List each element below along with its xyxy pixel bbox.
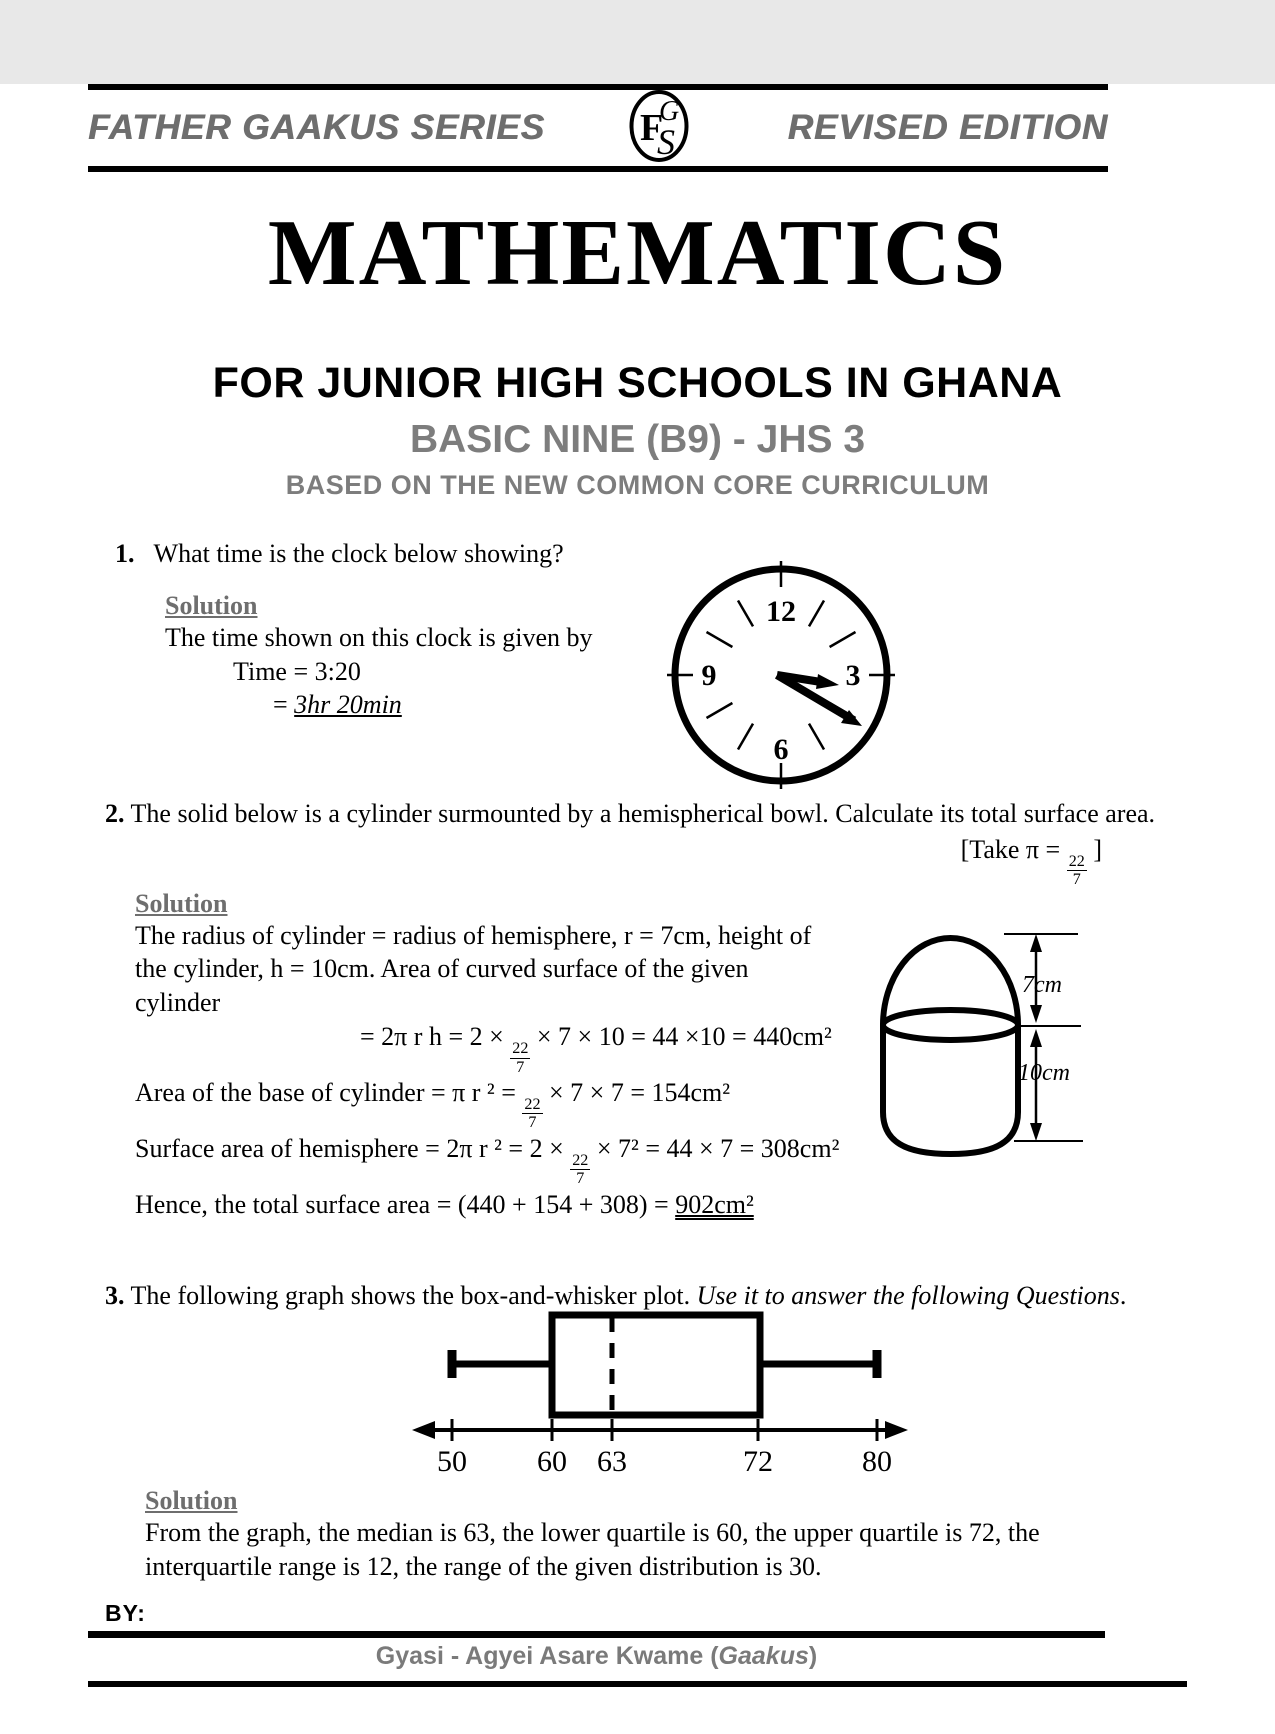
edition-title: REVISED EDITION [787,108,1108,147]
boxplot-figure [410,1307,1187,1484]
cylinder-body [883,1025,1018,1154]
tick-label-q3: 72 [743,1445,773,1479]
logo-letter-s: S [656,121,675,162]
q2-total-area-equation: Hence, the total surface area = (440 + 154 + 308) = 902cm² [135,1189,754,1219]
question-2-section [88,797,1187,1221]
fraction-22-7: $\frac{22}{7}$ [524,1095,541,1132]
q2-solution-label: Solution [135,888,228,918]
author-alias: Gaakus [718,1641,809,1670]
clock-number-6: 6 [773,733,789,766]
q2-final-answer: 902cm² [675,1189,754,1219]
subtitle-level: BASIC NINE (B9) - JHS 3 [409,418,866,461]
question-2-text: 2. The solid below is a cylinder surmounted by a hemispherical bowl. Calculate its total surface area. [105,799,1156,828]
pi-fraction: $\frac{22}{7}$ [1068,852,1085,889]
q2-curved-surface-equation: = 2π r h = 2 × $\frac{22}{7}$ × 7 × 10 = 44 ×10 = 440cm² [360,1022,832,1076]
clock-number-3: 3 [845,659,861,692]
subtitle-curriculum: BASED ON THE NEW COMMON CORE CURRICULUM [285,470,990,500]
label-7cm: 7cm [1022,972,1062,998]
q2-solution-paragraph: The radius of cylinder = radius of hemisphere, r = 7cm, height of the cylinder, h = 10cm. Area of curved surface of the given cylinder [135,920,812,1018]
axis-left-arrow [412,1421,435,1439]
q2-hemisphere-area-equation: Surface area of hemisphere = 2π r ² = 2 × $\frac{22}{7}$ × 7² = 44 × 7 = 308cm² [135,1133,840,1188]
q1-solution-result: = 3hr 20min [273,690,402,720]
q1-solution-label: Solution [165,590,258,620]
axis-right-arrow [885,1421,908,1439]
fgs-logo-icon [628,88,690,164]
document-page [0,84,1275,1734]
clock-icon [665,559,897,791]
q1-solution-line-2: Time = 3:20 [233,656,361,686]
q2-base-area-equation: Area of the base of cylinder = π r ² = $\frac{22}{7}$ × 7 × 7 = 154cm² [135,1077,731,1132]
question-1-section [88,537,1187,789]
q1-result-value: 3hr 20min [294,690,402,720]
footer-top-rule [88,1631,1105,1638]
question-3-number: 3. [105,1281,125,1311]
clock-number-12: 12 [766,595,796,628]
tick-label-q1: 60 [537,1445,567,1479]
boxplot-icon [410,1307,910,1479]
tick-label-min: 50 [437,1445,467,1479]
question-3-section [88,1279,1187,1583]
cylinder-figure [876,930,1088,1175]
series-title: FATHER GAAKUS SERIES [88,108,545,147]
fraction-22-7: $\frac{22}{7}$ [572,1151,589,1188]
subtitle-audience: FOR JUNIOR HIGH SCHOOLS IN GHANA [212,359,1063,407]
tick-label-median: 63 [597,1445,627,1479]
tick-label-max: 80 [862,1445,892,1479]
by-label: BY: [105,1599,146,1626]
clock-number-9: 9 [701,659,717,692]
header-bottom-rule [88,166,1108,172]
question-1-text: 1. What time is the clock below showing? [115,539,564,568]
footer-bottom-rule [88,1681,1187,1687]
clock-figure [665,559,897,796]
question-3-text: 3. The following graph shows the box-and-whisker plot. Use it to answer the following Questions. [105,1281,1127,1311]
label-10cm: 10cm [1018,1060,1070,1086]
box [552,1315,760,1415]
fraction-22-7: $\frac{22}{7}$ [512,1040,529,1076]
q1-solution-line-1: The time shown on this clock is given by [165,622,593,652]
masthead [88,90,1108,166]
question-1-number: 1. [115,539,135,568]
author-name: Gyasi - Agyei Asare Kwame (Gaakus) [375,1641,818,1670]
fgs-logo [628,88,690,169]
logo-letter-f: F [639,106,663,149]
question-2-number: 2. [105,799,125,828]
page-title: MATHEMATICS [267,201,1008,305]
junction-ellipse [883,1010,1018,1040]
q3-solution-label: Solution [145,1486,238,1516]
q2-take-pi-note: [Take π = $\frac{22}{7}$ ] [960,834,1102,889]
cylinder-hemisphere-icon [876,930,1088,1170]
q3-solution-text: From the graph, the median is 63, the lower quartile is 60, the upper quartile is 72, the interquartile range is 12, the range of the given distribution is 30. [145,1518,1040,1582]
logo-letter-g: G [658,95,680,127]
